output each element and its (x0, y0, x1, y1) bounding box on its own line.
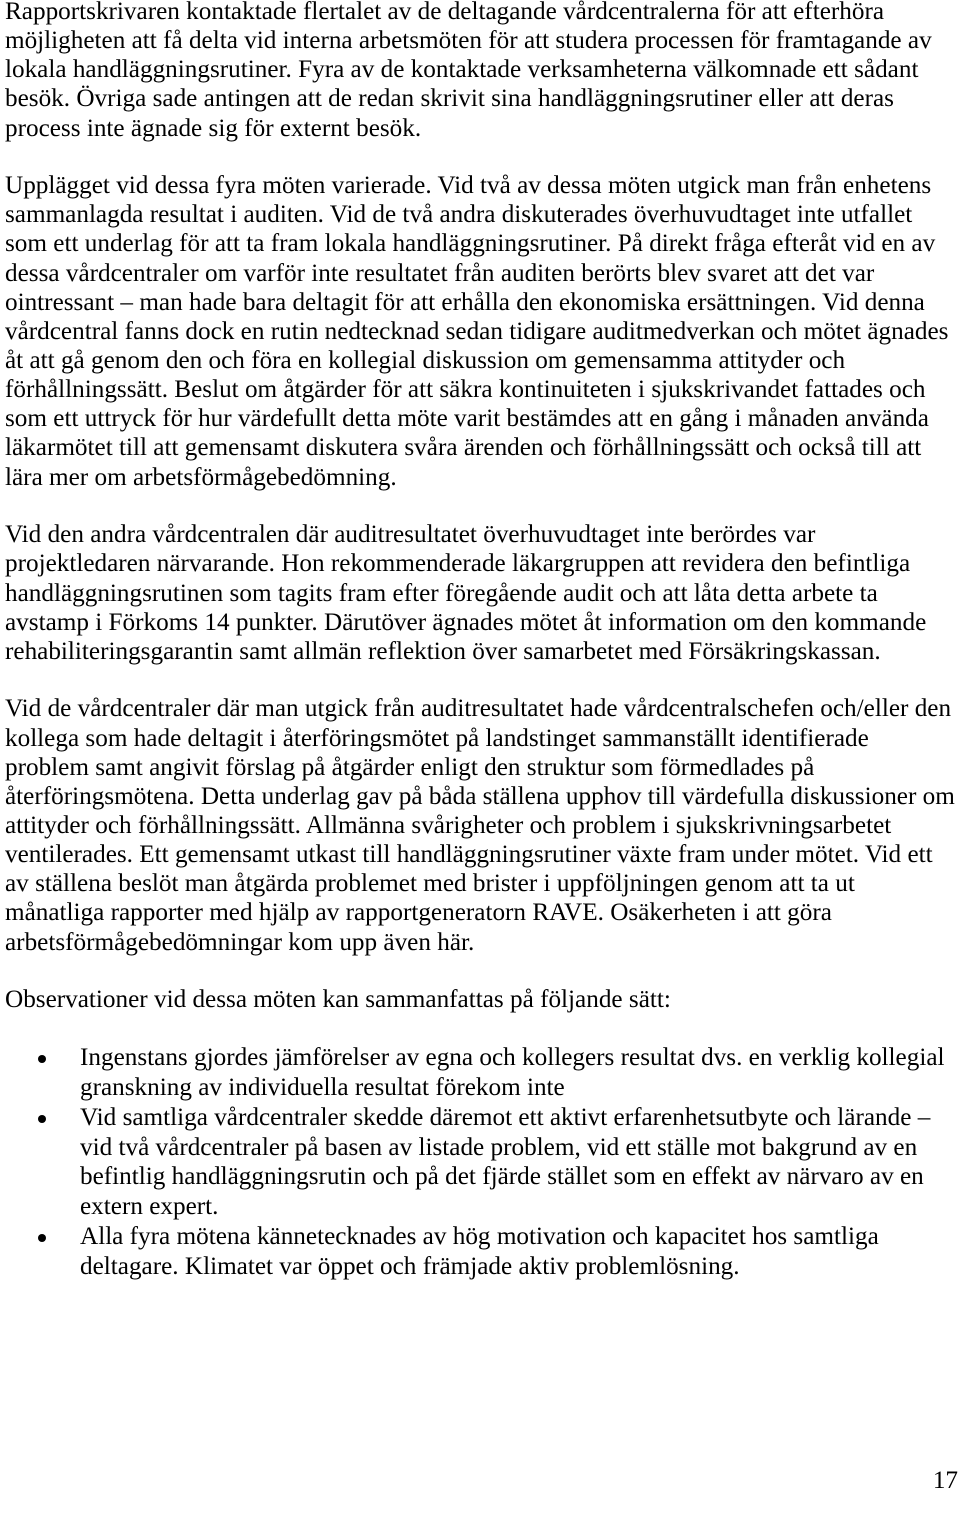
text-line: granskning av individuella resultat förekom inte (80, 1073, 565, 1101)
paragraph-second-centre (5, 520, 955, 666)
paragraph-audit-based-centres (5, 694, 955, 956)
text-line: av ställena beslöt man åtgärda problemet med brister i uppföljningen genom att ta ut (5, 870, 855, 898)
text-line: Ingenstans gjordes jämförelser av egna och kollegers resultat dvs. en verklig kollegial (80, 1043, 945, 1071)
paragraph-meeting-setup (5, 171, 955, 492)
text-line: kollega som hade deltagit i återföringsmötet på landstinget sammanställt identifierade (5, 724, 869, 752)
text-line: månatliga rapporter med hjälp av rapportgeneratorn RAVE. Osäkerheten i att göra (5, 899, 832, 927)
bullet-list (5, 1043, 955, 1282)
text-line: ventilerades. Ett gemensamt utkast till handläggningsrutiner växte fram under mötet. Vid ett (5, 841, 933, 869)
text-line: process inte ägnade sig för externt besök. (5, 114, 422, 142)
text-line: projektledaren närvarande. Hon rekommenderade läkargruppen att revidera den befintliga (5, 550, 911, 578)
text-line: läkarmötet till att gemensamt diskutera svåra ärenden och förhållningssätt och också till att (5, 434, 922, 462)
text-line: problem samt angivit förslag på åtgärder enligt den struktur som förmedlades på (5, 753, 815, 781)
text-line: ointressant – man hade bara deltagit för att erhålla den ekonomiska ersättningen. Vid denna (5, 288, 925, 316)
text-line: Rapportskrivaren kontaktade flertalet av de deltagande vårdcentralerna för att efterhöra (5, 0, 885, 25)
text-line: återföringsmötena. Detta underlag gav på båda ställena upphov till värdefulla diskussioner om (5, 782, 955, 810)
bullet-icon (38, 1115, 46, 1123)
text-line: förhållningssätt. Beslut om åtgärder för att säkra kontinuiteten i sjukskrivandet fattades och (5, 376, 926, 404)
text-line: möjligheten att få delta vid interna arbetsmöten för att studera processen för framtagande av (5, 27, 932, 55)
text-line: avstamp i Förkoms 14 punkter. Därutöver ägnades mötet åt information om den kommande (5, 608, 927, 636)
text-line: sammanlagda resultat i auditen. Vid de två andra diskuterades överhuvudtaget inte utfallet (5, 201, 913, 229)
text-line: besök. Övriga sade antingen att de redan skrivit sina handläggningsrutiner eller att deras (5, 85, 894, 113)
bullet-icon (38, 1234, 46, 1242)
text-line: Upplägget vid dessa fyra möten varierade. Vid två av dessa möten utgick man från enhetens (5, 172, 932, 200)
text-line: rehabiliteringsgarantin samt allmän reflektion över samarbetet med Försäkringskassan. (5, 637, 881, 665)
text-line: deltagare. Klimatet var öppet och främjade aktiv problemlösning. (80, 1253, 740, 1281)
page-number: 17 (932, 1467, 958, 1494)
text-line: befintlig handläggningsrutin och på det fjärde stället som en effekt av närvaro av en (80, 1163, 924, 1191)
text-line: Vid samtliga vårdcentraler skedde däremot ett aktivt erfarenhetsutbyte och lärande – (80, 1103, 931, 1131)
bullet-item (5, 1103, 955, 1223)
paragraph-observations-intro (5, 985, 955, 1014)
text-line: Vid de vårdcentraler där man utgick från auditresultatet hade vårdcentralschefen och/eller den (5, 695, 952, 723)
text-line: lokala handläggningsrutiner. Fyra av de kontaktade verksamheterna välkomnade ett sådant (5, 56, 919, 84)
document-page (5, 0, 955, 1282)
text-line: attityder och förhållningssätt. Allmänna svårigheter och problem i sjukskrivningsarbetet (5, 812, 892, 840)
bullet-item (5, 1043, 955, 1103)
text-line: åt att gå genom den och föra en kollegial diskussion om gemensamma attityder och (5, 347, 846, 375)
text-line: vid två vårdcentraler på basen av listade problem, vid ett ställe mot bakgrund av en (80, 1133, 918, 1161)
paragraph-contact-visits (5, 0, 955, 143)
text-line: som ett uttryck för hur värdefullt detta möte varit bestämdes att en gång i månaden använda (5, 405, 929, 433)
text-line: dessa vårdcentraler om varför inte resultatet från auditen berörts blev svaret att det var (5, 259, 875, 287)
text-line: lära mer om arbetsförmågebedömning. (5, 463, 397, 491)
text-line: Alla fyra mötena kännetecknades av hög motivation och kapacitet hos samtliga (80, 1223, 879, 1251)
bullet-icon (38, 1055, 46, 1063)
text-line: Vid den andra vårdcentralen där auditresultatet överhuvudtaget inte berördes var (5, 521, 816, 549)
text-line: vårdcentral fanns dock en rutin nedtecknad sedan tidigare auditmedverkan och mötet ägnades (5, 317, 949, 345)
text-line: arbetsförmågebedömningar kom upp även här. (5, 928, 475, 956)
text-line: Observationer vid dessa möten kan sammanfattas på följande sätt: (5, 986, 671, 1014)
text-line: som ett underlag för att ta fram lokala handläggningsrutiner. På direkt fråga efteråt vid en av (5, 230, 936, 258)
text-line: handläggningsrutinen som tagits fram efter föregående audit och att låta detta arbete ta (5, 579, 878, 607)
text-line: extern expert. (80, 1193, 219, 1221)
bullet-item (5, 1222, 955, 1282)
